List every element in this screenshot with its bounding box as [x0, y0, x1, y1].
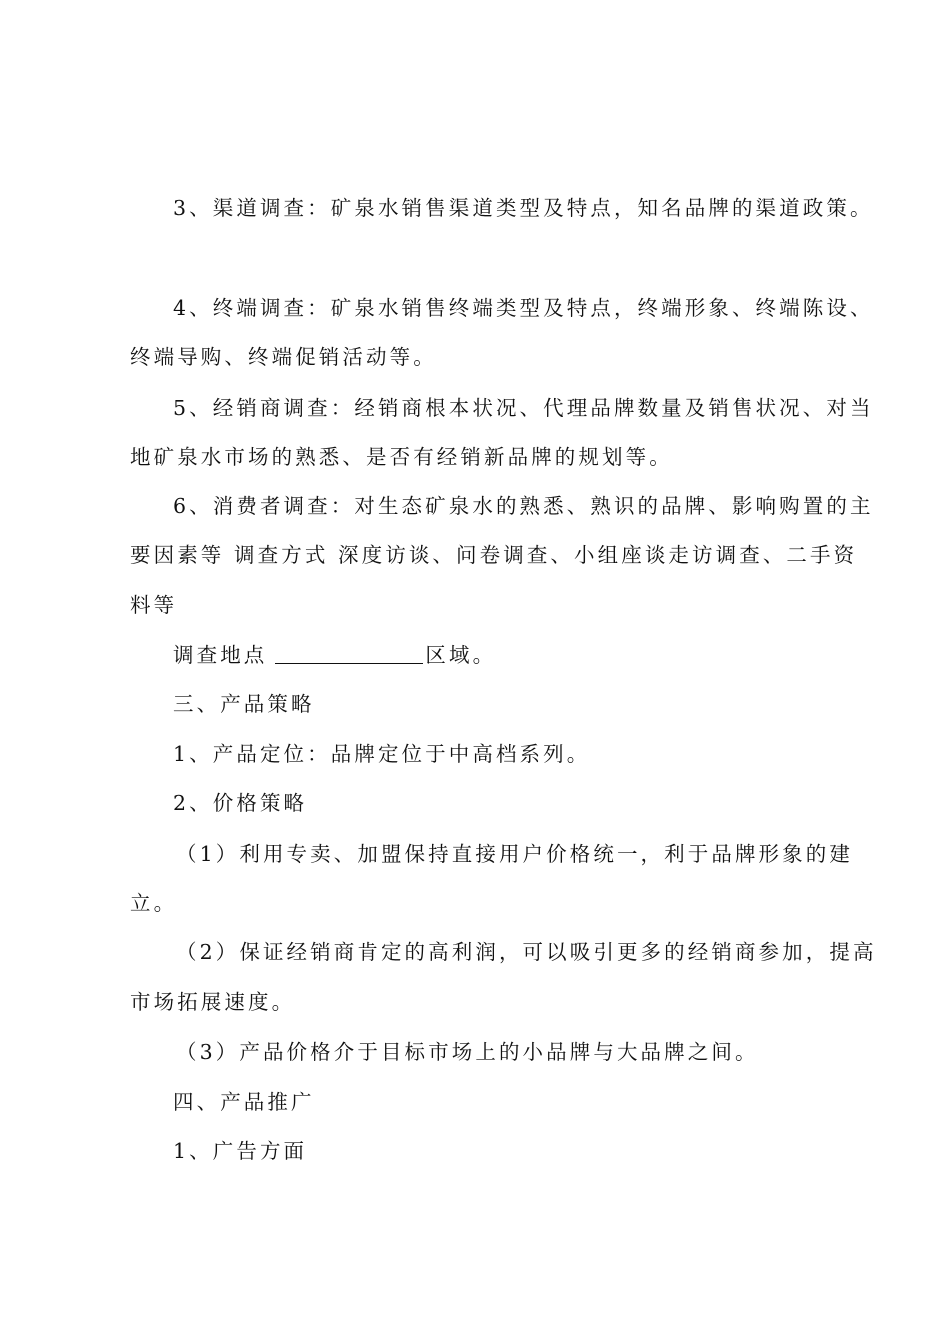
sub-item-1-line1: （1）利用专卖、加盟保持直接用户价格统一，利于品牌形象的建 [176, 842, 853, 866]
item-advertising: 1、广告方面 [173, 1139, 308, 1163]
paragraph-channel-survey: 3、渠道调查：矿泉水销售渠道类型及特点，知名品牌的渠道政策。 [173, 196, 874, 220]
paragraph-terminal-survey-line2: 终端导购、终端促销活动等。 [130, 345, 437, 369]
paragraph-terminal-survey-line1: 4、终端调查：矿泉水销售终端类型及特点，终端形象、终端陈设、 [173, 296, 874, 320]
item-product-positioning: 1、产品定位：品牌定位于中高档系列。 [173, 742, 591, 766]
item-price-strategy: 2、价格策略 [173, 791, 308, 815]
survey-location-blank [275, 645, 423, 664]
section-title-product-promotion: 四、产品推广 [173, 1090, 315, 1114]
paragraph-consumer-survey-line2: 要因素等 调查方式 深度访谈、问卷调查、小组座谈走访调查、二手资 [130, 543, 858, 567]
sub-item-2-line2: 市场拓展速度。 [130, 990, 296, 1014]
paragraph-dealer-survey-line2: 地矿泉水市场的熟悉、是否有经销新品牌的规划等。 [130, 445, 673, 469]
section-title-product-strategy: 三、产品策略 [173, 692, 315, 716]
paragraph-consumer-survey-line3: 料等 [130, 593, 178, 617]
paragraph-dealer-survey-line1: 5、经销商调查：经销商根本状况、代理品牌数量及销售状况、对当 [173, 396, 874, 420]
sub-item-1-line2: 立。 [130, 891, 178, 915]
sub-item-2-line1: （2）保证经销商肯定的高利润，可以吸引更多的经销商参加，提高 [176, 940, 877, 964]
survey-location-suffix: 区域。 [425, 643, 497, 667]
survey-location-label: 调查地点 [173, 643, 268, 667]
sub-item-3: （3）产品价格介于目标市场上的小品牌与大品牌之间。 [176, 1040, 759, 1064]
survey-location-line [173, 643, 893, 667]
paragraph-consumer-survey-line1: 6、消费者调查：对生态矿泉水的熟悉、熟识的品牌、影响购置的主 [173, 494, 874, 518]
